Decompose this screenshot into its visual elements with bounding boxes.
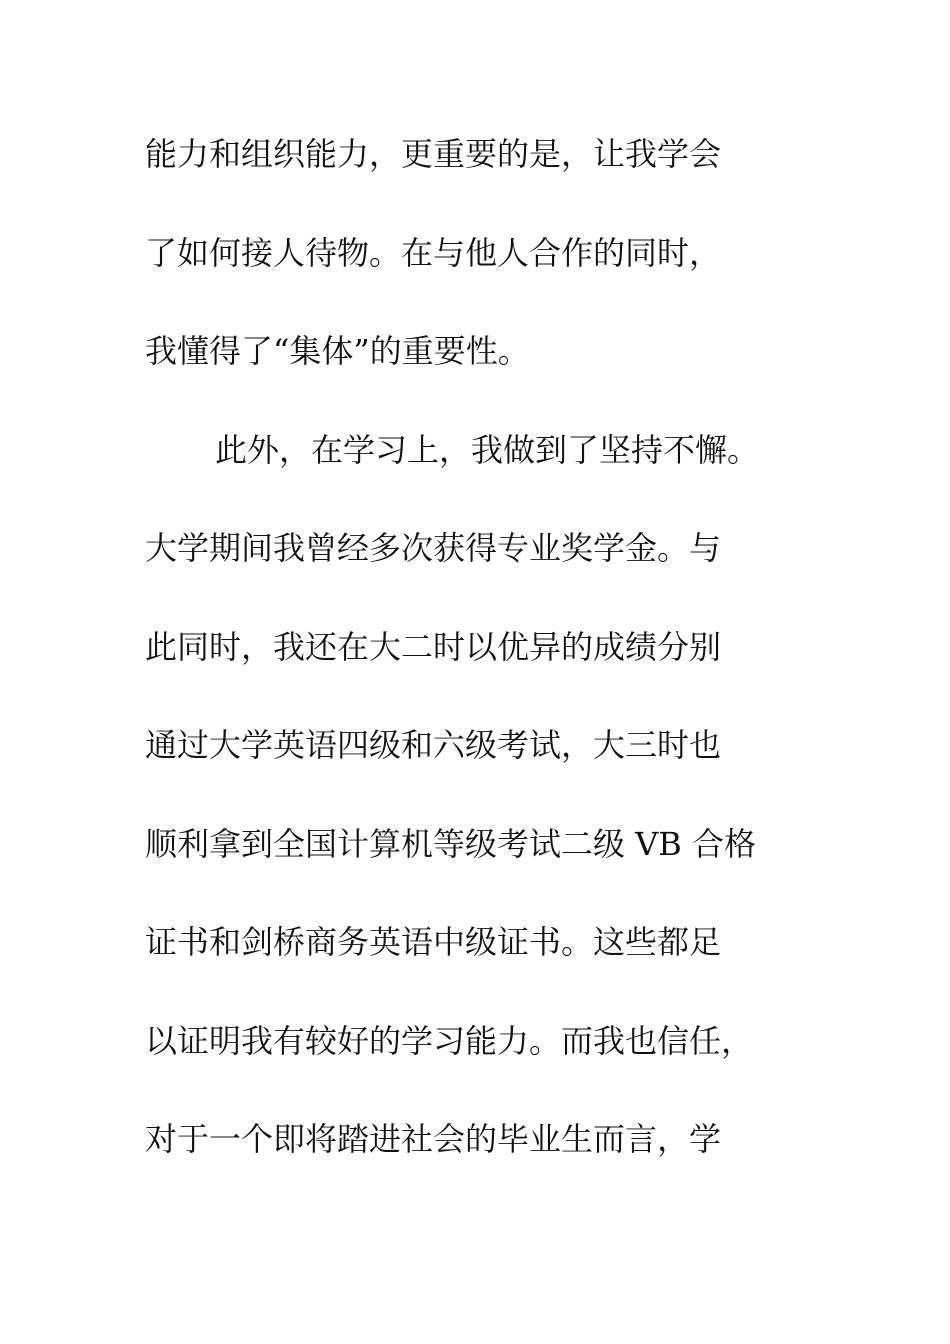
text-line: 大学期间我曾经多次获得专业奖学金。与 bbox=[145, 529, 722, 567]
text-line: 此同时，我还在大二时以优异的成绩分别 bbox=[145, 627, 722, 666]
text-line: 对于一个即将踏进社会的毕业生而言，学 bbox=[145, 1120, 722, 1158]
text-line: 证书和剑桥商务英语中级证书。这些都足 bbox=[145, 923, 722, 961]
text-line: 通过大学英语四级和六级考试，大三时也 bbox=[145, 726, 722, 764]
body-text bbox=[145, 122, 825, 1206]
text-line: 顺利拿到全国计算机等级考试二级 VB 合格 bbox=[145, 824, 756, 863]
paragraph-start-line: 此外，在学习上，我做到了坚持不懈。 bbox=[215, 430, 760, 469]
text-line: 了如何接人待物。在与他人合作的同时， bbox=[145, 233, 722, 272]
text-line: 我懂得了“集体”的重要性。 bbox=[145, 332, 530, 370]
text-line: 以证明我有较好的学习能力。而我也信任， bbox=[145, 1021, 754, 1060]
text-line: 能力和组织能力，更重要的是，让我学会 bbox=[145, 135, 722, 173]
